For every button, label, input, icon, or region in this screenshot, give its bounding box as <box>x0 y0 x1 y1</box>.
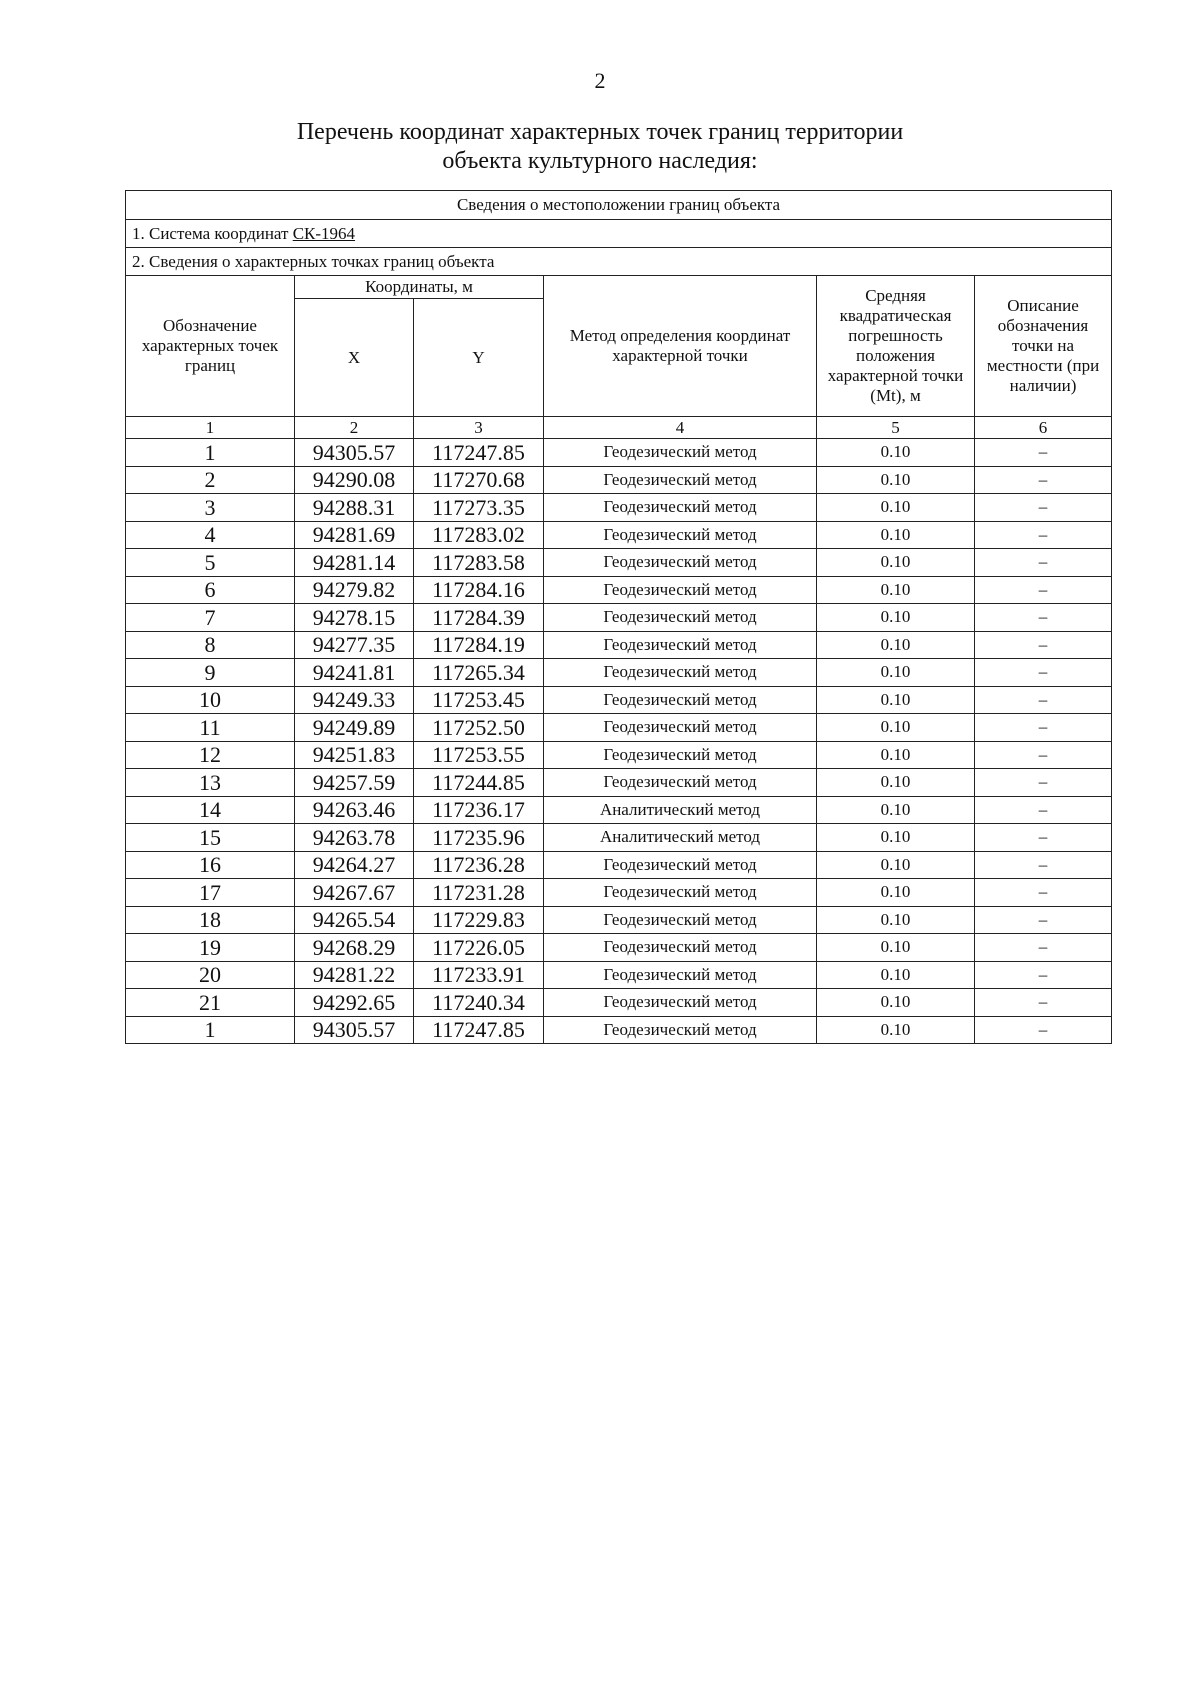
table-row <box>126 906 1112 934</box>
point-designation: 13 <box>126 769 295 797</box>
table-row <box>126 604 1112 632</box>
y-coordinate: 117226.05 <box>414 934 544 962</box>
point-description: – <box>975 521 1112 549</box>
x-coordinate: 94281.69 <box>295 521 414 549</box>
y-coordinate: 117236.28 <box>414 851 544 879</box>
point-designation: 16 <box>126 851 295 879</box>
y-coordinate: 117284.16 <box>414 576 544 604</box>
page-number: 2 <box>594 68 606 93</box>
x-coordinate: 94265.54 <box>295 906 414 934</box>
y-coordinate: 117253.45 <box>414 686 544 714</box>
point-description: – <box>975 769 1112 797</box>
accuracy-value: 0.10 <box>817 576 975 604</box>
x-coordinate: 94257.59 <box>295 769 414 797</box>
point-description: – <box>975 686 1112 714</box>
points-section-title: 2. Сведения о характерных точках границ объекта <box>126 248 1112 276</box>
x-coordinate: 94267.67 <box>295 879 414 907</box>
table-row <box>126 714 1112 742</box>
y-coordinate: 117265.34 <box>414 659 544 687</box>
point-designation: 17 <box>126 879 295 907</box>
accuracy-value: 0.10 <box>817 796 975 824</box>
table-row <box>126 521 1112 549</box>
accuracy-value: 0.10 <box>817 466 975 494</box>
determination-method: Геодезический метод <box>544 906 817 934</box>
table-row <box>126 439 1112 467</box>
point-description: – <box>975 576 1112 604</box>
section-title: Сведения о местоположении границ объекта <box>126 191 1112 220</box>
y-coordinate: 117270.68 <box>414 466 544 494</box>
accuracy-value: 0.10 <box>817 879 975 907</box>
point-designation: 8 <box>126 631 295 659</box>
coord-system-value: СК-1964 <box>292 223 356 243</box>
accuracy-value: 0.10 <box>817 769 975 797</box>
x-coordinate: 94281.22 <box>295 961 414 989</box>
determination-method: Аналитический метод <box>544 824 817 852</box>
accuracy-value: 0.10 <box>817 521 975 549</box>
point-designation: 19 <box>126 934 295 962</box>
y-coordinate: 117283.02 <box>414 521 544 549</box>
point-description: – <box>975 631 1112 659</box>
determination-method: Геодезический метод <box>544 576 817 604</box>
table-row <box>126 466 1112 494</box>
accuracy-value: 0.10 <box>817 1016 975 1044</box>
point-designation: 10 <box>126 686 295 714</box>
header-y: Y <box>414 299 544 417</box>
determination-method: Аналитический метод <box>544 796 817 824</box>
point-description: – <box>975 741 1112 769</box>
table-row <box>126 824 1112 852</box>
point-designation: 11 <box>126 714 295 742</box>
determination-method: Геодезический метод <box>544 439 817 467</box>
table-row <box>126 796 1112 824</box>
table-row <box>126 934 1112 962</box>
column-number: 4 <box>544 417 817 439</box>
determination-method: Геодезический метод <box>544 714 817 742</box>
y-coordinate: 117236.17 <box>414 796 544 824</box>
y-coordinate: 117231.28 <box>414 879 544 907</box>
x-coordinate: 94278.15 <box>295 604 414 632</box>
determination-method: Геодезический метод <box>544 521 817 549</box>
determination-method: Геодезический метод <box>544 769 817 797</box>
point-designation: 15 <box>126 824 295 852</box>
point-description: – <box>975 439 1112 467</box>
x-coordinate: 94268.29 <box>295 934 414 962</box>
point-designation: 18 <box>126 906 295 934</box>
table-row <box>126 1016 1112 1044</box>
y-coordinate: 117273.35 <box>414 494 544 522</box>
point-description: – <box>975 824 1112 852</box>
point-designation: 14 <box>126 796 295 824</box>
accuracy-value: 0.10 <box>817 604 975 632</box>
y-coordinate: 117244.85 <box>414 769 544 797</box>
point-description: – <box>975 906 1112 934</box>
y-coordinate: 117247.85 <box>414 1016 544 1044</box>
x-coordinate: 94305.57 <box>295 439 414 467</box>
determination-method: Геодезический метод <box>544 934 817 962</box>
x-coordinate: 94277.35 <box>295 631 414 659</box>
coord-system-label: 1. Система координат <box>132 223 293 243</box>
accuracy-value: 0.10 <box>817 741 975 769</box>
point-designation: 6 <box>126 576 295 604</box>
table-row <box>126 659 1112 687</box>
point-designation: 21 <box>126 989 295 1017</box>
title-line-2: объекта культурного наследия: <box>442 148 758 174</box>
point-description: – <box>975 851 1112 879</box>
accuracy-value: 0.10 <box>817 659 975 687</box>
y-coordinate: 117284.19 <box>414 631 544 659</box>
table-row <box>126 741 1112 769</box>
y-coordinate: 117284.39 <box>414 604 544 632</box>
y-coordinate: 117283.58 <box>414 549 544 577</box>
table-row <box>126 494 1112 522</box>
y-coordinate: 117229.83 <box>414 906 544 934</box>
point-designation: 1 <box>126 1016 295 1044</box>
table-row <box>126 851 1112 879</box>
accuracy-value: 0.10 <box>817 989 975 1017</box>
table-row <box>126 961 1112 989</box>
point-description: – <box>975 604 1112 632</box>
header-method: Метод определения координат характерной точки <box>544 276 817 417</box>
determination-method: Геодезический метод <box>544 604 817 632</box>
title-line-1: Перечень координат характерных точек границ территории <box>296 119 904 145</box>
x-coordinate: 94279.82 <box>295 576 414 604</box>
y-coordinate: 117233.91 <box>414 961 544 989</box>
determination-method: Геодезический метод <box>544 686 817 714</box>
determination-method: Геодезический метод <box>544 631 817 659</box>
table-row <box>126 549 1112 577</box>
table-row <box>126 769 1112 797</box>
point-description: – <box>975 494 1112 522</box>
x-coordinate: 94249.89 <box>295 714 414 742</box>
column-number: 3 <box>414 417 544 439</box>
accuracy-value: 0.10 <box>817 631 975 659</box>
determination-method: Геодезический метод <box>544 659 817 687</box>
determination-method: Геодезический метод <box>544 851 817 879</box>
accuracy-value: 0.10 <box>817 439 975 467</box>
coordinates-table <box>125 190 1112 1044</box>
point-description: – <box>975 714 1112 742</box>
point-description: – <box>975 879 1112 907</box>
x-coordinate: 94305.57 <box>295 1016 414 1044</box>
header-coordinates: Координаты, м <box>295 276 544 299</box>
y-coordinate: 117247.85 <box>414 439 544 467</box>
point-description: – <box>975 796 1112 824</box>
determination-method: Геодезический метод <box>544 989 817 1017</box>
point-description: – <box>975 659 1112 687</box>
point-designation: 4 <box>126 521 295 549</box>
y-coordinate: 117240.34 <box>414 989 544 1017</box>
accuracy-value: 0.10 <box>817 906 975 934</box>
x-coordinate: 94251.83 <box>295 741 414 769</box>
x-coordinate: 94264.27 <box>295 851 414 879</box>
point-description: – <box>975 549 1112 577</box>
y-coordinate: 117252.50 <box>414 714 544 742</box>
point-designation: 12 <box>126 741 295 769</box>
point-designation: 5 <box>126 549 295 577</box>
accuracy-value: 0.10 <box>817 961 975 989</box>
point-designation: 3 <box>126 494 295 522</box>
point-designation: 1 <box>126 439 295 467</box>
point-designation: 9 <box>126 659 295 687</box>
x-coordinate: 94292.65 <box>295 989 414 1017</box>
accuracy-value: 0.10 <box>817 549 975 577</box>
document-title <box>0 118 1200 176</box>
x-coordinate: 94290.08 <box>295 466 414 494</box>
point-designation: 2 <box>126 466 295 494</box>
column-number: 5 <box>817 417 975 439</box>
determination-method: Геодезический метод <box>544 466 817 494</box>
determination-method: Геодезический метод <box>544 549 817 577</box>
x-coordinate: 94263.46 <box>295 796 414 824</box>
accuracy-value: 0.10 <box>817 686 975 714</box>
header-designation: Обозначение характерных точек границ <box>126 276 295 417</box>
determination-method: Геодезический метод <box>544 1016 817 1044</box>
x-coordinate: 94281.14 <box>295 549 414 577</box>
table-row <box>126 879 1112 907</box>
point-description: – <box>975 1016 1112 1044</box>
column-number: 6 <box>975 417 1112 439</box>
x-coordinate: 94241.81 <box>295 659 414 687</box>
accuracy-value: 0.10 <box>817 714 975 742</box>
x-coordinate: 94249.33 <box>295 686 414 714</box>
determination-method: Геодезический метод <box>544 494 817 522</box>
table-row <box>126 686 1112 714</box>
point-designation: 20 <box>126 961 295 989</box>
column-number: 2 <box>295 417 414 439</box>
column-number: 1 <box>126 417 295 439</box>
point-description: – <box>975 989 1112 1017</box>
y-coordinate: 117235.96 <box>414 824 544 852</box>
accuracy-value: 0.10 <box>817 851 975 879</box>
coord-system-row <box>126 220 1112 248</box>
accuracy-value: 0.10 <box>817 824 975 852</box>
point-description: – <box>975 466 1112 494</box>
header-x: X <box>295 299 414 417</box>
point-designation: 7 <box>126 604 295 632</box>
accuracy-value: 0.10 <box>817 494 975 522</box>
table-row <box>126 989 1112 1017</box>
x-coordinate: 94288.31 <box>295 494 414 522</box>
determination-method: Геодезический метод <box>544 961 817 989</box>
point-description: – <box>975 934 1112 962</box>
header-description: Описание обозначения точки на местности (при наличии) <box>975 276 1112 417</box>
accuracy-value: 0.10 <box>817 934 975 962</box>
determination-method: Геодезический метод <box>544 741 817 769</box>
header-accuracy: Средняя квадратическая погрешность положения характерной точки (Mt), м <box>817 276 975 417</box>
table-row <box>126 631 1112 659</box>
point-description: – <box>975 961 1112 989</box>
y-coordinate: 117253.55 <box>414 741 544 769</box>
determination-method: Геодезический метод <box>544 879 817 907</box>
x-coordinate: 94263.78 <box>295 824 414 852</box>
table-row <box>126 576 1112 604</box>
